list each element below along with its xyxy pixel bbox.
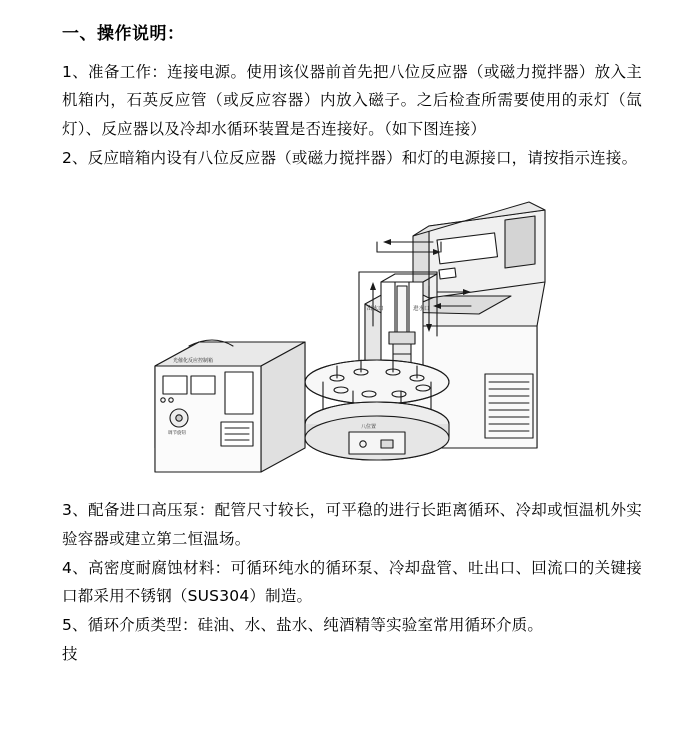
paragraph-2: 2、反应暗箱内设有八位反应器（或磁力搅拌器）和灯的电源接口，请按指示连接。 xyxy=(62,148,638,167)
after-figure-text xyxy=(62,496,642,668)
figure-label-control-panel: 光催化反应控制箱 xyxy=(173,358,214,365)
figure-label-knob: 调节旋钮 xyxy=(168,431,186,437)
paragraph-4: 4、高密度耐腐蚀材料：可循环纯水的循环泵、冷却盘管、吐出口、回流口的关键接口都采用不锈钢（SUS304）制造。 xyxy=(62,558,642,606)
equipment-diagram xyxy=(137,186,567,486)
figure-label-stirrer: 八位置 xyxy=(361,424,377,431)
paragraph-3: 3、配备进口高压泵：配管尺寸较长，可平稳的进行长距离循环、冷却或恒温机外实验容器或建立第二恒温场。 xyxy=(62,501,642,548)
paragraph-6: 技 xyxy=(62,644,78,663)
paragraph-1: 1、准备工作：连接电源。使用该仪器前首先把八位反应器（或磁力搅拌器）放入主机箱内，石英反应管（或反应容器）内放入磁子。之后检查所需要使用的汞灯（氙灯）、反应器以及冷却水循环装置是否连接好。（如下图连接） xyxy=(62,62,642,138)
paragraph-5: 5、循环介质类型：硅油、水、盐水、纯酒精等实验室常用循环介质。 xyxy=(62,615,544,634)
figure-label-inlet: 进水口 xyxy=(413,306,430,313)
figure-container xyxy=(62,186,642,486)
page-title: 一、操作说明： xyxy=(62,24,185,44)
figure-label-outlet: 出水口 xyxy=(367,306,384,313)
